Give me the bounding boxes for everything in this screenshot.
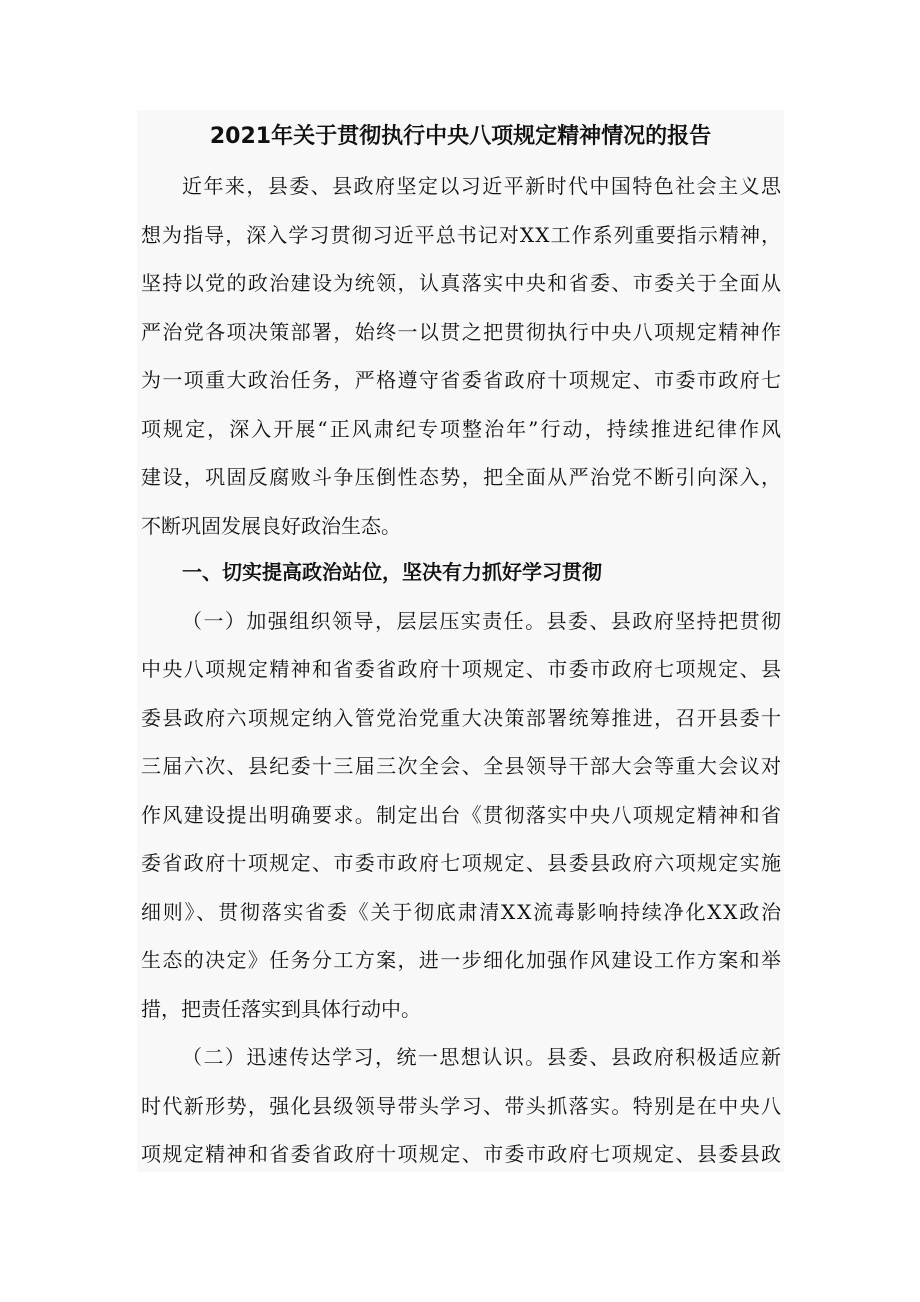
paragraph-line: 中央八项规定精神和省委省政府十项规定、市委市政府七项规定、县 xyxy=(141,657,783,681)
paragraph-line: 时代新形势，强化县级领导带头学习、带头抓落实。特别是在中央八 xyxy=(141,1094,783,1118)
paragraph-line: （一）加强组织领导，层层压实责任。县委、县政府坚持把贯彻 xyxy=(182,609,783,633)
paragraph-line: （二）迅速传达学习，统一思想认识。县委、县政府积极适应新 xyxy=(182,1045,783,1069)
intro-line: 为一项重大政治任务，严格遵守省委省政府十项规定、市委市政府七 xyxy=(141,368,783,392)
intro-line: 想为指导，深入学习贯彻习近平总书记对XX工作系列重要指示精神， xyxy=(141,223,783,247)
paragraph-line: 委县政府六项规定纳入管党治党重大决策部署统筹推进，召开县委十 xyxy=(141,706,783,730)
paragraph-line: 细则》、贯彻落实省委《关于彻底肃清XX流毒影响持续净化XX政治 xyxy=(141,900,783,924)
paragraph-line: 三届六次、县纪委十三届三次全会、全县领导干部大会等重大会议对 xyxy=(141,754,783,778)
intro-line: 建设，巩固反腐败斗争压倒性态势，把全面从严治党不断引向深入， xyxy=(141,465,783,489)
section-heading: 一、切实提高政治站位，坚决有力抓好学习贯彻 xyxy=(182,560,602,584)
paragraph-line: 措，把责任落实到具体行动中。 xyxy=(141,997,421,1021)
paragraph-line: 生态的决定》任务分工方案，进一步细化加强作风建设工作方案和举 xyxy=(141,948,783,972)
intro-line: 项规定，深入开展“正风肃纪专项整治年”行动，持续推进纪律作风 xyxy=(141,417,784,441)
intro-line: 坚持以党的政治建设为统领，认真落实中央和省委、市委关于全面从 xyxy=(141,271,783,295)
paragraph-line: 作风建设提出明确要求。制定出台《贯彻落实中央八项规定精神和省 xyxy=(141,803,783,827)
paragraph-line: 项规定精神和省委省政府十项规定、市委市政府七项规定、县委县政 xyxy=(141,1142,783,1166)
document-title: 2021年关于贯彻执行中央八项规定精神情况的报告 xyxy=(209,124,712,149)
intro-line: 严治党各项决策部署，始终一以贯之把贯彻执行中央八项规定精神作 xyxy=(141,320,783,344)
intro-line: 近年来，县委、县政府坚定以习近平新时代中国特色社会主义思 xyxy=(182,174,783,198)
intro-line: 不断巩固发展良好政治生态。 xyxy=(141,514,401,538)
paragraph-line: 委省政府十项规定、市委市政府七项规定、县委县政府六项规定实施 xyxy=(141,851,783,875)
